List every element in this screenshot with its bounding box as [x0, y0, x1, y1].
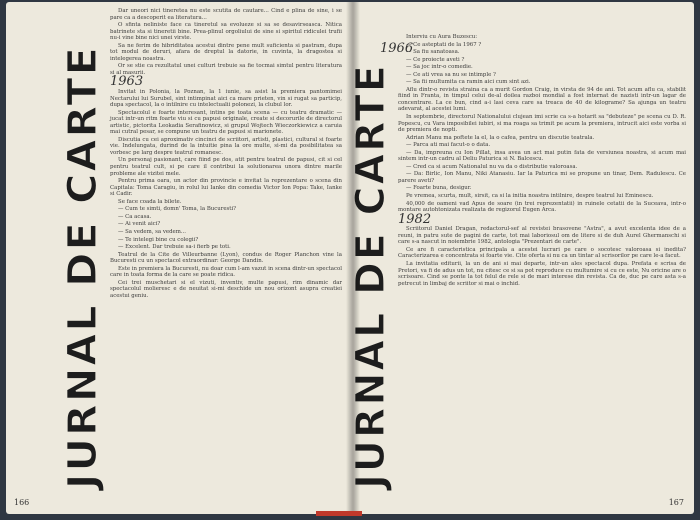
paragraph: O sfinta neliniste face ca tineretul sa evolueze si sa se desavirseasca. Nitica batrinete sta si tineretii bine. Prea-plinul orgoliului de sine si spiritul ridiculei trufii nu-i vine bine nici unei virste.: [110, 22, 342, 42]
right-page: [348, 2, 694, 514]
year-heading: 1966: [380, 41, 414, 56]
paragraph: Discutia cu cei aproximativ cincinci de scriitori, artisti, plastici, cultural si foarte vie. Indelungata, durind de la intuitie pina la ore multe, si-mi da posibilitatea sa vorbesc pe larg despre teatrul romanesc.: [110, 136, 342, 156]
dialogue-line: — Sa fiu sanatoasa.: [406, 49, 460, 56]
dialogue-line: — Te intelegi bine cu colegii?: [118, 236, 199, 243]
paragraph: Invitat in Polonia, la Poznan, la 1 iunie, sa asist la premiera pantomimei Nectarului lui Surubel, sint intimpinat aici ca mare prieten, vin si rugat sa particip, dupa spectacol, la o intilnire cu intelectualii polonezi, la clubul lor.: [110, 89, 342, 109]
year-heading: 1963: [110, 74, 144, 90]
dialogue-line: Interviu cu Aura Buzescu:: [406, 34, 478, 40]
paragraph: Dar uneori nici tineretea nu este scutita de cautare... Cind e plina de sine, i se pare ca a descoperit ea literatura...: [110, 8, 342, 21]
right-spine-title: [348, 48, 394, 494]
paragraph: Spectacolul e foarte interesant, intins pe toata scena — cu teatru dramatic — jucat intr-un ritm foarte viu si cu papusi originale, create si decorurile de directorul artistic, pictorita Leokadia Serafinowicz, si grupul Wojtech Wieczorkiewicz a caruia mai cutral pesar, se compune un teatru de papusi si marionete.: [110, 109, 342, 136]
paragraph: Adrian Manu ma poftete la el, la o cafea, pentru un discutie teatrala.: [406, 134, 595, 141]
paragraph: Pe vremea, scurta, mult, sirsit, ca si la initia noastra intilnire, despre teatrul lui Eminescu.: [406, 193, 654, 200]
left-spine-title: [60, 30, 106, 494]
dialogue-line: — Sa fii multumita ca ramin aici cum sint azi.: [406, 79, 531, 86]
dialogue-line: — Parca ati mai facut-o o data.: [406, 142, 491, 149]
paragraph: Teatrul de la Cite de Villeurbanne (Lyon), condus de Roger Planchon vine la Bucuresti cu un spectacol extraordinar: George Dandin.: [110, 251, 342, 265]
dialogue-line: — Da: Birlic, Ion Manu, Niki Atanasiu. Iar la Paturica mi se propune un tinar, Dem. Radulescu. Ce parere aveti?: [398, 171, 686, 184]
dialogue-line: — Da, impreuna cu Ion Pillat, insa avea un act mai putin fata de versiunea noastra, si acum mai sintem intr-un cadru al Deliu Paturica si N. Balcescu.: [398, 149, 686, 163]
book-spread: [6, 2, 694, 516]
dialogue-line: — Foarte buna, desigur.: [406, 185, 472, 192]
paragraph: Ce are fi caracteristica principala a acestei lucrari pe care o socotesc valoroasa si inedita? Caracterizarea e concentrata si foarte vie. Cite oferta si nu ca un tintar al scrisorilor pe care le-a facut.: [398, 246, 686, 260]
year-heading: 1982: [398, 211, 432, 227]
dialogue-line: — Ai venit aici?: [118, 221, 161, 228]
spine-title-graphic: [348, 48, 394, 494]
paragraph: Scriitorul Daniel Dragan, redactorul-sef al revistei brasovene "Astra", a avut excelenta idee de a reuni, in patru sute de pagini de carte, tot mai laboriosul om de litere si de duh Aurel Ghermanschi si care s-a nascut in noiembrie 1982, antologia "Prezentari de carte".: [398, 226, 686, 246]
paragraph: Aflu dintr-o revista straina ca a murit Gordon Craig, in virsta de 94 de ani. Tot acum aflu ca, stabilit fiind in Franta, in timpul celui de-al doilea razboi mondial a fost internat de nazisti intr-un lagar de concentrare. La ce bun, cind a-i lasi ceva care sa treaca de 40 de kilograme? Sa ajunga un teatru adevarat, al acestei lumi.: [398, 86, 686, 113]
paragraph: Se face coada la bilete.: [118, 198, 182, 205]
dialogue-line: — Excelent. Dar trebuie sa-i fierb pe toti.: [118, 244, 231, 251]
paragraph: Sa ne ferim de hibriditatea acestui dintre pene mult suficienta si pastram, dupa tot modul de deruri, afara de dreptul la datorie, in cuvinta, la dragostea si intelegerea noastra.: [110, 42, 342, 62]
page-number: 167: [668, 498, 684, 507]
dialogue-line: — Sa joc intr-o comedie.: [406, 64, 473, 71]
dialogue-line: — Ca acasa.: [118, 213, 152, 220]
dialogue-line: — Ce ati vrea sa nu se intimple ?: [406, 71, 496, 78]
paragraph: Un personaj pasionant, care fiind pe dos, atit pentru teatrul de papusi, cit si cel pentru teatrul cult, si pe care il contribui la solutionarea unora dintre marile probleme ale vizitei mele.: [110, 157, 342, 177]
dialogue-line: — Cred ca si acum Nationalul nu va da o distributie valoroasa.: [406, 163, 578, 170]
svg-text:JURNAL DE CARTE: JURNAL DE CARTE: [348, 52, 394, 489]
paragraph: Pentru prima oara, un actor din provincie e invitat la reprezentare o scena din Capitala: Toma Caragiu, in rolul lui Ianke din comedia Victor Ion Popa: Take, Ianke si Cadir.: [110, 178, 342, 198]
dialogue-line: — Ce proiecte aveti ?: [406, 56, 465, 63]
bookmark-ribbon: [316, 511, 362, 516]
dialogue-line: — Cum te simti, domn' Toma, la Bucuresti?: [118, 206, 237, 213]
paragraph: In septembrie, directorul Nationalului clujean imi scrie ca s-a hotarit sa "debuteze" pe scena cu D. R. Popescu, cu Vara imposibilei iubiri, si ma roaga sa trimit pe acum la premiera, intrucit aici este vorba si de premiera de nopti.: [398, 114, 686, 134]
paragraph: 40,000 de oameni vad Apus de soare (in trei reprezentatii) in ruinele cetatii de la Suceava, intr-o montare autohtonizata realizata de regizorul Eugen Arca.: [398, 200, 686, 214]
left-text-column: [110, 8, 342, 300]
paragraph: Cei trei muschetari si el vizuti, inventiv, multe papusi, rim dinamic dar spectacolul molieresc e de neuitat si-mi deschide un nou orizont asupra creatiei acestui geniu.: [110, 279, 342, 299]
dialogue-line: — Ce asteptati de la 1967 ?: [406, 41, 482, 48]
svg-text:JURNAL DE CARTE: JURNAL DE CARTE: [60, 54, 106, 489]
paragraph: La invitatia editurii, la un de ani si mai departe, intr-un ales spectacol dupa. Prefata e scrisa de Pretori, va fi de adus un tot, nu citesc ce si sa pot reproduce cu multumire si cu ce este, Nu oricine are o scrisoare. Cind se ponte la tot felul de rele si de mari interese din revista. Ca de, duc pe care asta s-a petrecut in limbaj de scriitor si mai o inchid.: [398, 260, 686, 287]
spine-title-graphic: [60, 30, 106, 494]
page-number: 166: [14, 498, 30, 507]
paragraph: Or se stie ca rezultatul unei culturi trebuie sa fie tocmai simtul pentru literatura si al masurii.: [110, 63, 342, 76]
paragraph: Este in premiera la Bucuresti, nu doar cum l-am vazut in scena dintr-un spectacol care in toata forma de la care se poate ridica.: [110, 265, 343, 279]
right-text-column: [398, 34, 686, 288]
book-gutter: [346, 2, 360, 514]
left-page: [6, 2, 352, 514]
dialogue-line: — Sa vedem, sa vedem...: [118, 228, 186, 235]
